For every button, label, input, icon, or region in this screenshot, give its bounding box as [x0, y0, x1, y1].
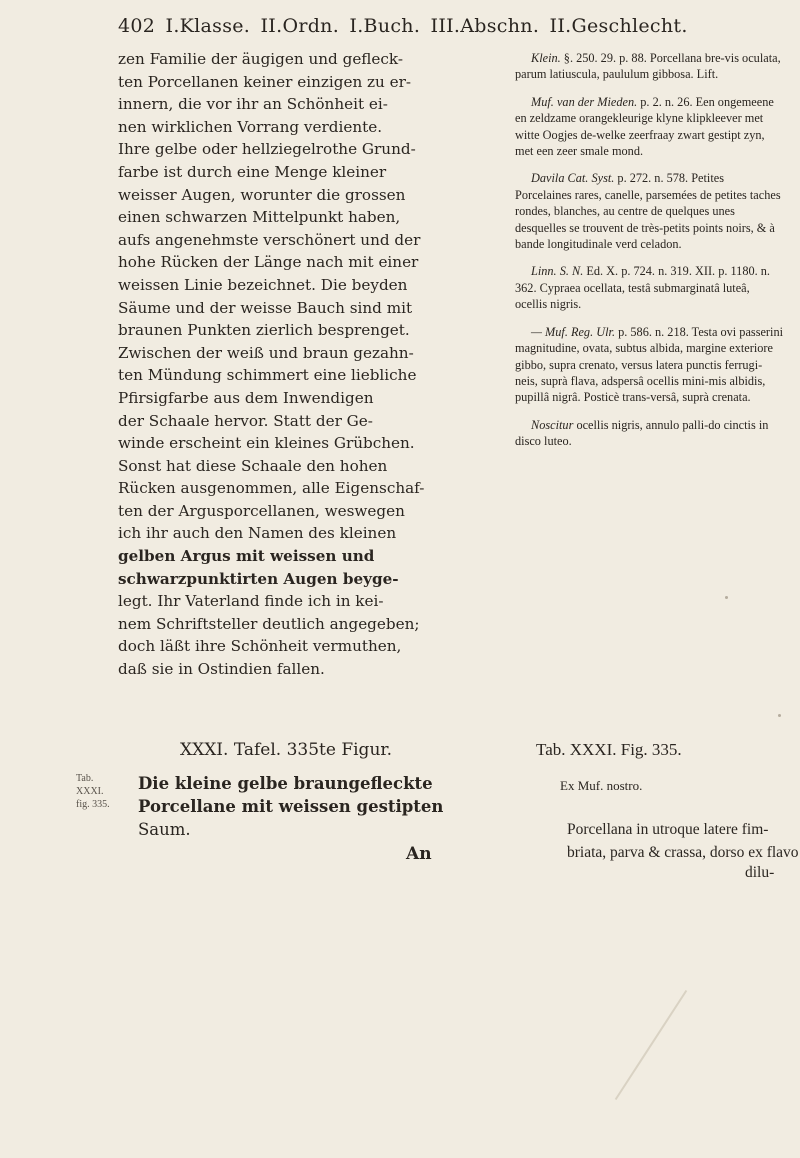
page-number: 402	[118, 15, 156, 37]
paper-speck	[725, 596, 728, 599]
german-text-line: braunen Punkten zierlich besprenget.	[118, 321, 410, 340]
german-text-line: aufs angenehmste verschönert und der	[118, 230, 421, 249]
german-text-line: schwarzpunktirten Augen beyge-	[118, 569, 399, 588]
german-text-line: Rücken ausgenommen, alle Eigenschaf-	[118, 479, 425, 498]
reference-citation: Davila Cat. Syst.	[531, 171, 615, 186]
margin-note	[76, 772, 120, 811]
german-text-line: ten Mündung schimmert eine liebliche	[118, 366, 417, 385]
german-text-line: gelben Argus mit weissen und	[118, 547, 375, 566]
plate-source: Ex Muf. nostro.	[560, 778, 643, 793]
reference-text: Ed. X. p. 724. n. 319. XII. p. 1180. n. 362. Cypraea ocellata, testâ submarginatâ luteâ, ocellis nigris.	[515, 264, 770, 312]
reference-entry	[515, 50, 783, 83]
german-text-line: innern, die vor ihr an Schönheit ei-	[118, 95, 388, 114]
german-text-line: ten Porcellanen keiner einzigen zu er-	[118, 72, 412, 91]
header-book: I.Buch.	[349, 15, 421, 37]
reference-citation: Klein.	[531, 51, 561, 65]
german-text-line: winde erscheint ein kleines Grübchen.	[118, 434, 415, 453]
header-section: III.Abschn.	[430, 15, 540, 37]
latin-references-column	[515, 50, 783, 461]
margin-note-line: XXXI.	[76, 786, 104, 797]
running-head	[118, 15, 758, 41]
german-text-line: einen schwarzen Mittelpunkt haben,	[118, 208, 401, 227]
german-text-line: Sonst hat diese Schaale den hohen	[118, 456, 388, 475]
german-text-line: doch läßt ihre Schönheit vermuthen,	[118, 637, 402, 656]
header-order: II.Ordn.	[260, 15, 340, 37]
reference-citation: Linn. S. N.	[531, 264, 584, 279]
species-title-line: Die kleine gelbe braungefleckte	[138, 774, 433, 793]
reference-citation: — Muf. Reg. Ulr.	[531, 324, 616, 339]
species-description-line: Porcellana in utroque latere fim-	[567, 821, 769, 838]
catchword-left: An	[406, 844, 432, 864]
reference-entry	[515, 263, 783, 312]
german-text-line: Ihre gelbe oder hellziegelrothe Grund-	[118, 140, 416, 159]
header-genus: II.Geschlecht.	[549, 15, 688, 37]
german-text-line: weissen Linie bezeichnet. Die beyden	[118, 275, 408, 294]
german-text-line: weisser Augen, worunter die grossen	[118, 185, 406, 204]
german-text-column	[118, 48, 496, 681]
plate-caption-german: XXXI. Tafel. 335te Figur.	[180, 740, 393, 760]
reference-text: p. 2. n. 26. Een ongemeene en zeldzame orangekleurige klyne klipkleever met witte Oogjes de-welke zeerfraay zwart gestipt zyn, met een zeer smale mond.	[515, 94, 774, 159]
german-text-line: Zwischen der weiß und braun gezahn-	[118, 343, 414, 362]
reference-text: ocellis nigris, annulo palli-do cinctis in disco luteo.	[515, 417, 769, 449]
reference-entry	[515, 170, 783, 252]
german-text-line: farbe ist durch eine Menge kleiner	[118, 162, 387, 181]
german-text-line: Pfirsigfarbe aus dem Inwendigen	[118, 388, 374, 407]
paper-crease	[615, 990, 687, 1100]
species-title-german	[138, 772, 498, 841]
catchword-right: dilu-	[745, 864, 775, 881]
margin-note-line: Tab.	[76, 773, 94, 784]
german-text-line: daß sie in Ostindien fallen.	[118, 660, 325, 679]
header-class: I.Klasse.	[165, 15, 251, 37]
species-title-line: Saum.	[138, 820, 191, 839]
german-text-line: ten der Argusporcellanen, weswegen	[118, 501, 405, 520]
species-description-line: briata, parva & crassa, dorso ex flavo	[567, 844, 799, 861]
german-text-line: der Schaale hervor. Statt der Ge-	[118, 411, 373, 430]
plate-caption-latin: Tab. XXXI. Fig. 335.	[536, 740, 682, 759]
species-description-latin	[567, 818, 799, 864]
german-text-line: hohe Rücken der Länge nach mit einer	[118, 253, 419, 272]
reference-text: §. 250. 29. p. 88. Porcellana bre-vis oculata, parum latiuscula, paululum gibbosa. Lift.	[515, 51, 781, 82]
german-text-line: nem Schriftsteller deutlich angegeben;	[118, 614, 420, 633]
german-text-line: zen Familie der äugigen und gefleck-	[118, 50, 403, 68]
german-text-line: ich ihr auch den Namen des kleinen	[118, 524, 397, 543]
paper-speck	[778, 714, 781, 717]
species-title-line: Porcellane mit weissen gestipten	[138, 797, 444, 816]
reference-entry	[515, 324, 783, 406]
reference-entry	[515, 94, 783, 160]
reference-entry	[515, 417, 783, 450]
german-text-line: Säume und der weisse Bauch sind mit	[118, 298, 413, 317]
margin-note-line: fig. 335.	[76, 799, 110, 810]
reference-citation: Muf. van der Mieden.	[531, 94, 638, 109]
german-text-line: legt. Ihr Vaterland finde ich in kei-	[118, 592, 384, 611]
reference-text: p. 272. n. 578. Petites Porcelaines rares, canelle, parsemées de petites taches rondes, blanches, au centre de quelques unes desquelles se trouvent de très-petits points noirs, & à bande longitudinale verd celadon.	[515, 171, 781, 252]
reference-citation: Noscitur	[531, 417, 574, 432]
german-text-line: nen wirklichen Vorrang verdiente.	[118, 117, 383, 136]
reference-text: p. 586. n. 218. Testa ovi passerini magnitudine, ovata, subtus albida, margine exteriore gibbo, supra crenato, versus latera punctis ferrugi-neis, suprà flava, adspersâ ocellis mini-mis albidis, pupillâ nigrâ. Posticè trans-versâ, suprà crenata.	[515, 324, 784, 405]
